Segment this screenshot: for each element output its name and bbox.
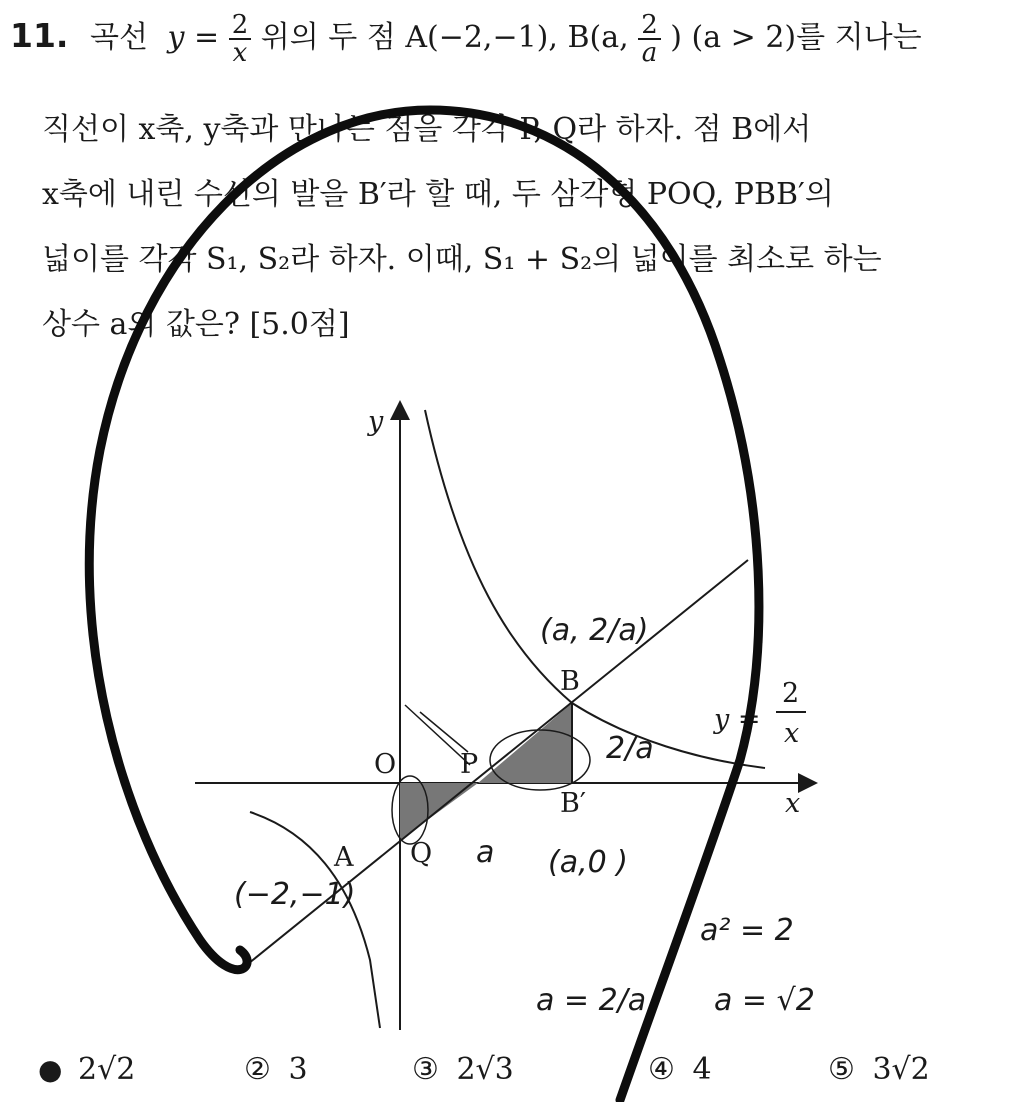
circled-four-icon: ④	[648, 1052, 675, 1087]
handwritten-eq1: a = 2/a	[536, 983, 647, 1018]
problem-line-3: x축에 내린 수선의 발을 B′라 할 때, 두 삼각형 POQ, PBB′의	[42, 177, 834, 212]
circled-two-icon: ②	[244, 1052, 271, 1087]
choice-2[interactable]	[244, 1050, 308, 1090]
choice-3-text: 2√3	[456, 1052, 514, 1087]
point-b-label: B	[560, 666, 580, 697]
hyperbola-branch-3	[250, 812, 380, 1028]
handwritten-eq3: a = √2	[714, 983, 815, 1018]
handwritten-eq2: a² = 2	[700, 913, 794, 948]
handwritten-bprime-coord: (a,0 )	[548, 845, 628, 880]
handwritten-b-coord: (a, 2/a)	[540, 613, 649, 648]
point-p-label: P	[460, 749, 479, 780]
curve-label-den: x	[784, 718, 800, 749]
filled-circle-icon: ●	[38, 1053, 63, 1086]
handwritten-a-coord: (−2,−1)	[234, 877, 356, 912]
y-axis-label: y	[368, 406, 384, 437]
curve-label-num: 2	[782, 678, 800, 709]
choice-1[interactable]	[38, 1050, 135, 1090]
choice-4[interactable]	[648, 1050, 712, 1090]
fraction-denominator: x	[232, 38, 248, 68]
circled-five-icon: ⑤	[828, 1052, 855, 1087]
point-a-label: A	[334, 842, 354, 873]
problem-text-1c: ) (a > 2)를 지나는	[670, 20, 922, 55]
x-axis-label: x	[785, 788, 801, 819]
fraction-numerator: 2	[638, 12, 661, 40]
choice-2-text: 3	[288, 1052, 308, 1087]
fraction-denominator: a	[641, 38, 658, 68]
problem-text-1b: 위의 두 점 A(−2,−1), B(a,	[260, 20, 629, 55]
choice-4-text: 4	[692, 1052, 712, 1087]
point-q-label: Q	[410, 838, 433, 869]
handwritten-scribble-arrow	[405, 705, 470, 765]
circled-three-icon: ③	[412, 1052, 439, 1087]
choice-3[interactable]	[412, 1050, 514, 1090]
point-b-prime-label: B′	[560, 788, 586, 819]
choice-5-text: 3√2	[872, 1052, 930, 1087]
problem-line-2: 직선이 x축, y축과 만나는 점을 각각 P, Q라 하자. 점 B에서	[42, 112, 812, 147]
triangle-pbb-shaded	[478, 703, 572, 783]
choice-5[interactable]	[828, 1050, 930, 1090]
curve-label-y: y =	[714, 704, 761, 735]
equation-y: y =	[167, 20, 220, 55]
origin-label: O	[374, 749, 397, 780]
problem-text-1a: 곡선	[90, 20, 148, 55]
problem-line-5: 상수 a의 값은? [5.0점]	[42, 307, 350, 342]
problem-line-4: 넓이를 각각 S₁, S₂라 하자. 이때, S₁ + S₂의 넓이를 최소로 하는	[42, 242, 882, 277]
question-number: 11.	[10, 16, 69, 55]
handwritten-base: a	[476, 835, 495, 870]
fraction-numerator: 2	[229, 12, 252, 40]
choice-1-text: 2√2	[77, 1052, 136, 1087]
handwritten-height: 2/a	[606, 731, 654, 766]
handwritten-loop-stroke	[89, 110, 759, 1100]
